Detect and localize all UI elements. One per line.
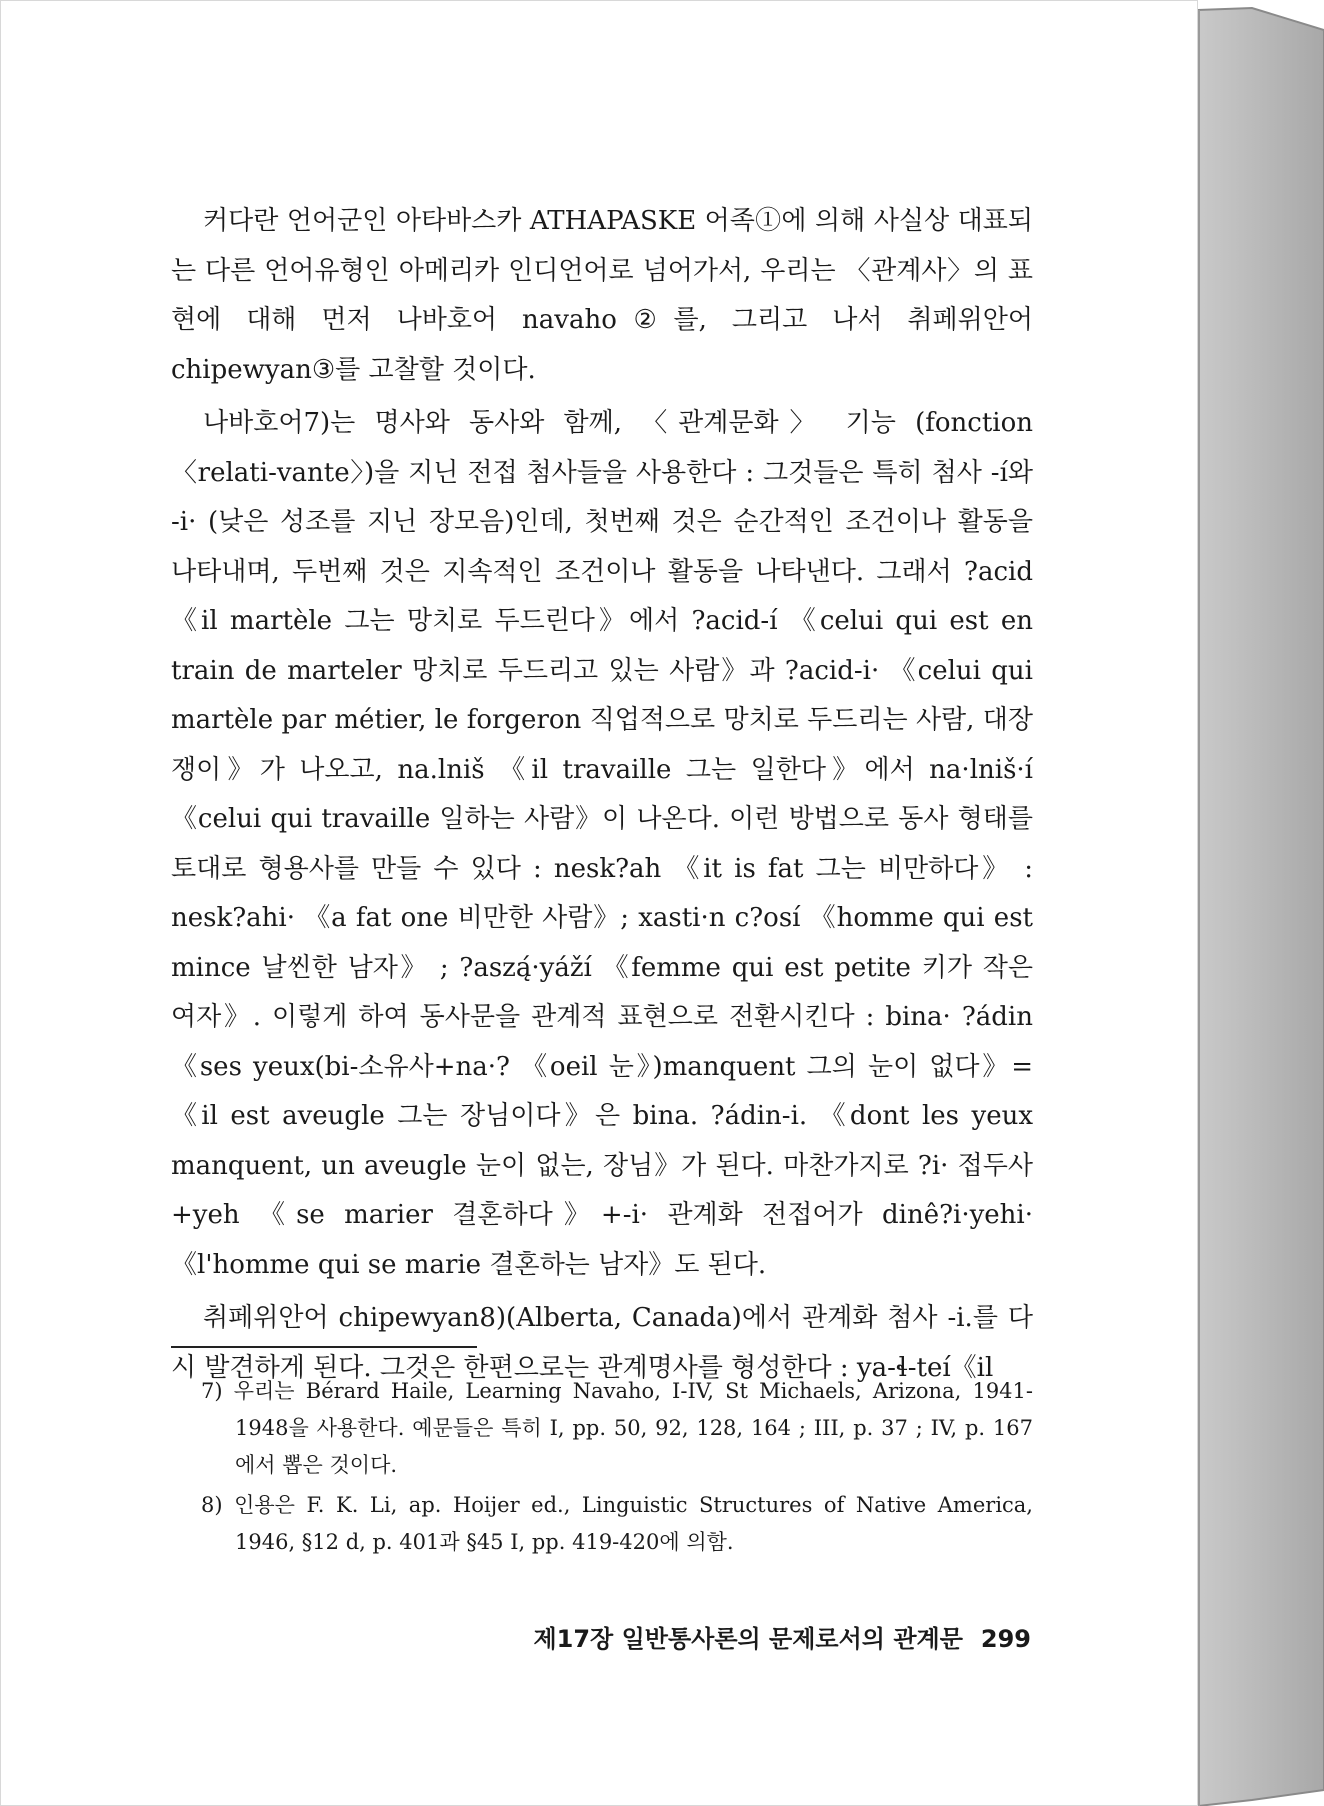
footnote-separator [171,1346,477,1348]
spine-graphic [1198,0,1324,1806]
paragraph-1: 커다란 언어군인 아타바스카 ATHAPASKE 어족①에 의해 사실상 대표되는 다른 언어유형인 아메리카 인디언어로 넘어가서, 우리는 〈관계사〉의 표현에 대해 먼저 나바호어 navaho②를, 그리고 나서 취페위안어 chipewyan③를 고찰할 것이다. [171,206,1033,385]
page-number: 299 [980,1625,1031,1653]
spine-face [1198,8,1324,1806]
footnotes [201,1373,1033,1564]
book-spine-edge [1198,0,1324,1806]
running-footer [479,1619,1031,1659]
running-title: 제17장 일반통사론의 문제로서의 관계문 [533,1625,963,1653]
paragraph-2: 나바호어7)는 명사와 동사와 함께, 〈관계문화〉 기능 (fonction〈relati-vante〉)을 지닌 전접 첨사들을 사용한다 : 그것들은 특히 첨사 -í와 -i· (낮은 성조를 지닌 장모음)인데, 첫번째 것은 순간적인 조건이나 활동을 나타내며, 두번째 것은 지속적인 조건이나 활동을 나타낸다. 그래서 ?acid 《il martèle 그는 망치로 두드린다》에서 ?acid-í 《celui qui est en train de marteler 망치로 두드리고 있는 사람》과 ?acid-i· 《celui qui martèle par métier, le forgeron 직업적으로 망치로 두드리는 사람, 대장쟁이》가 나오고, na.lniš 《il travaille 그는 일한다》에서 na·lniš·í 《celui qui travaille 일하는 사람》이 나온다. 이런 방법으로 동사 형태를 토대로 형용사를 만들 수 있다 : nesk?ah 《it is fat 그는 비만하다》 : nesk?ahi· 《a fat one 비만한 사람》; xasti·n c?osí 《homme qui est mince 날씬한 남자》 ; ?aszą́·yáží 《femme qui est petite 키가 작은 여자》. 이렇게 하여 동사문을 관계적 표현으로 전환시킨다 : bina· ?ádin《ses yeux(bi-소유사+na·? 《oeil 눈》)manquent 그의 눈이 없다》=《il est aveugle 그는 장님이다》은 bina. ?ádin-i. 《dont les yeux manquent, un aveugle 눈이 없는, 장님》가 된다. 마찬가지로 ?i· 접두사+yeh 《se marier 결혼하다》+-i· 관계화 전접어가 dinê?i·yehi· 《l'homme qui se marie 결혼하는 남자》도 된다. [171,408,1033,1280]
paragraph-3: 취페위안어 chipewyan8)(Alberta, Canada)에서 관계화 첨사 -i.를 다시 발견하게 된다. 그것은 한편으로는 관계명사를 형성한다 : ya-ɬ-teí《il [171,1303,1033,1383]
main-text [171,197,1033,1393]
footnote-7: 7) 우리는 Bérard Haile, Learning Navaho, I-IV, St Michaels, Arizona, 1941-1948을 사용한다. 예문들은 특히 I, pp. 50, 92, 128, 164 ; III, p. 37 ; IV, p. 167에서 뽑은 것이다. [201,1379,1033,1477]
footnote-8: 8) 인용은 F. K. Li, ap. Hoijer ed., Linguistic Structures of Native America, 1946, §12 d, p. 401과 §45 I, pp. 419-420에 의함. [201,1493,1033,1554]
